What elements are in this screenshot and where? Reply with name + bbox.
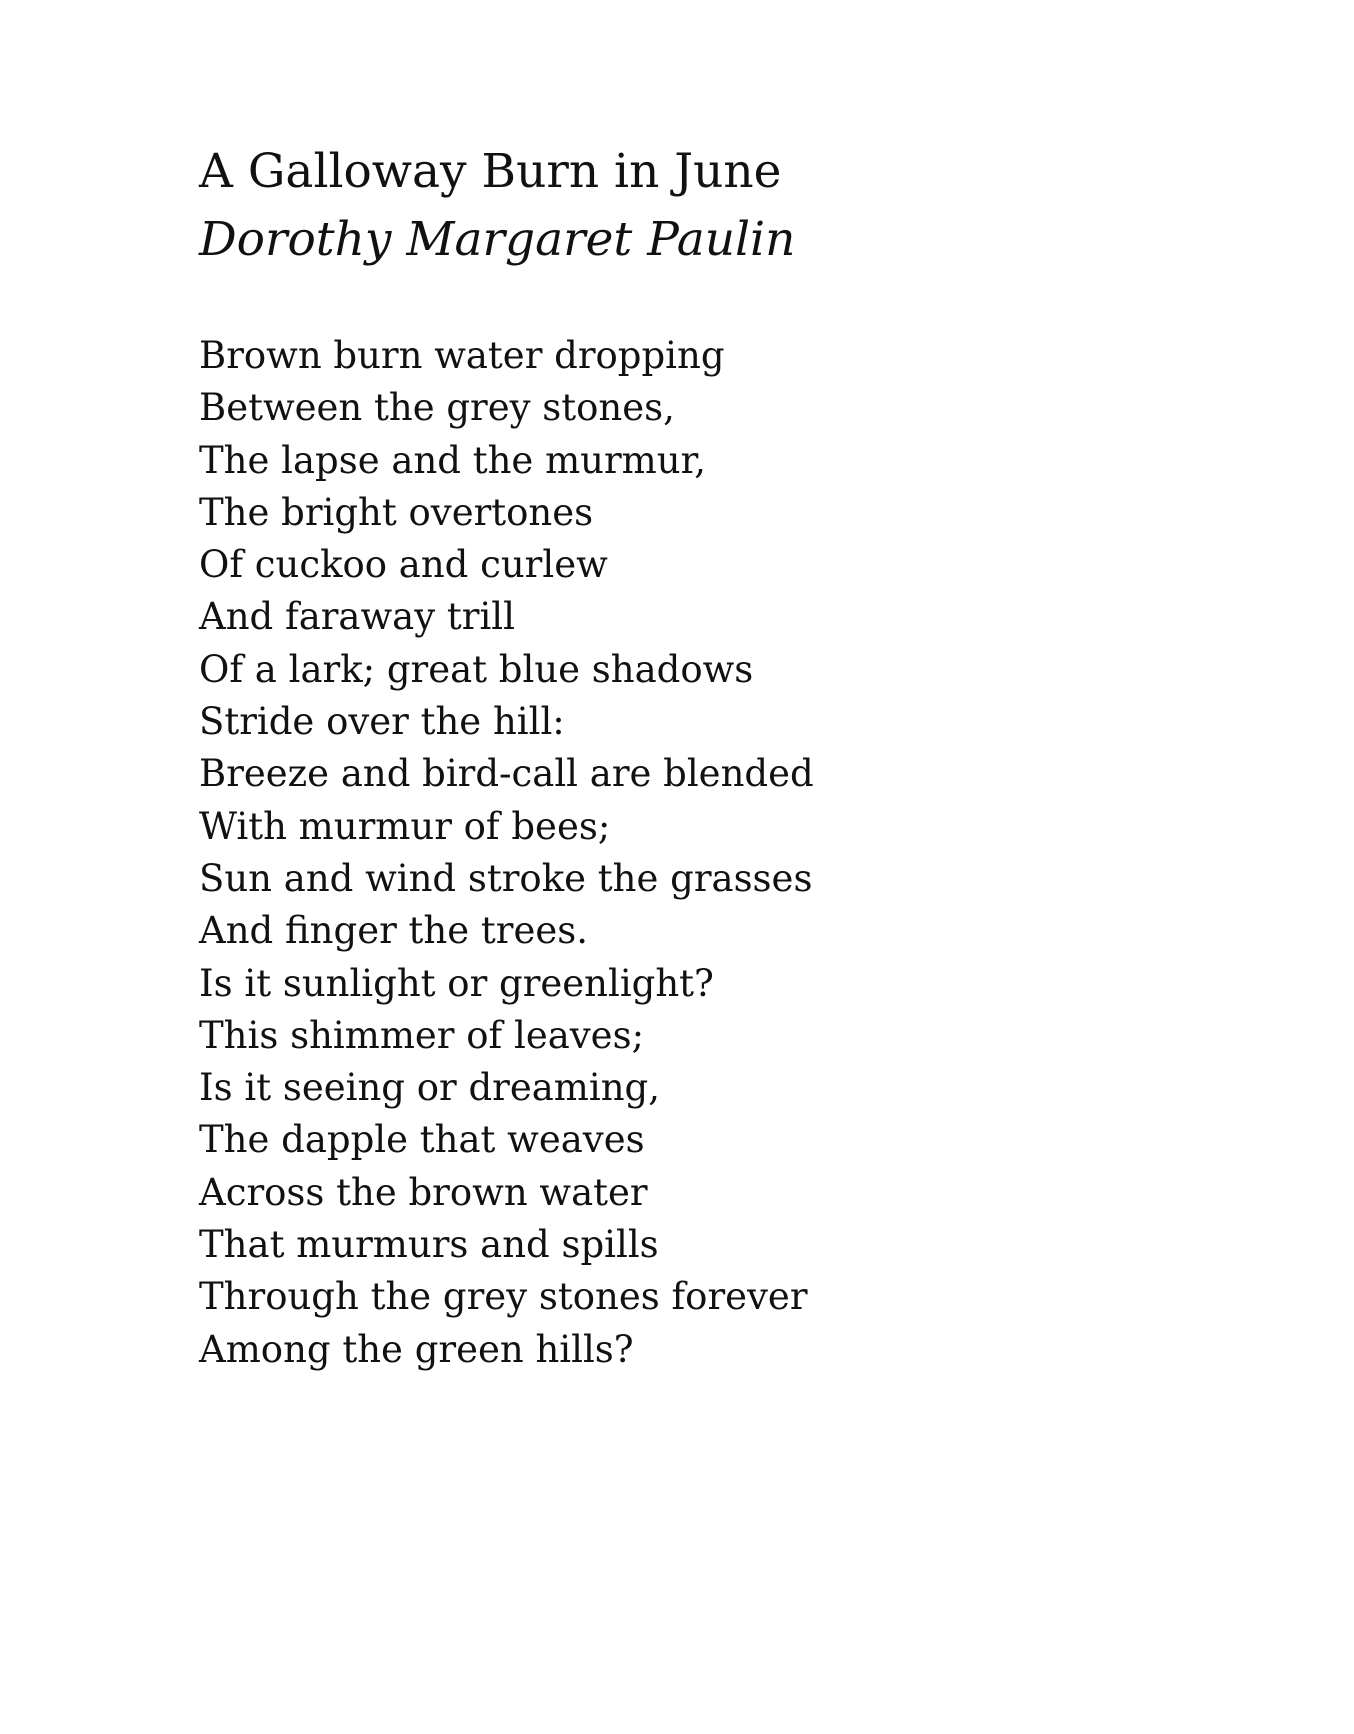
poem-line: Stride over the hill: xyxy=(199,700,565,744)
poem-body xyxy=(199,330,1199,1376)
poem-line: The dapple that weaves xyxy=(199,1118,645,1162)
poem-line: The lapse and the murmur, xyxy=(199,438,706,482)
poem-line: Between the grey stones, xyxy=(199,386,675,430)
poem-line: Through the grey stones forever xyxy=(199,1275,808,1319)
poem-title: A Galloway Burn in June xyxy=(199,144,782,199)
poem-line: Across the brown water xyxy=(199,1170,648,1214)
poem-line: And faraway trill xyxy=(199,595,515,639)
poem-line: And finger the trees. xyxy=(199,909,588,953)
poem-line: Is it sunlight or greenlight? xyxy=(199,961,714,1005)
poem-line: The bright overtones xyxy=(199,490,594,534)
poem-line: Of a lark; great blue shadows xyxy=(199,647,754,691)
poem-line: Brown burn water dropping xyxy=(199,334,725,377)
poem-line: Among the green hills? xyxy=(199,1327,634,1371)
poem-line: With murmur of bees; xyxy=(199,804,611,848)
poem-line: This shimmer of leaves; xyxy=(199,1013,645,1057)
poem-line: That murmurs and spills xyxy=(199,1223,659,1267)
poem-line: Of cuckoo and curlew xyxy=(199,543,608,587)
poem-line: Is it seeing or dreaming, xyxy=(199,1066,660,1110)
poem-line: Breeze and bird-call are blended xyxy=(199,752,814,796)
poem-page xyxy=(199,138,1199,1392)
poem-line: Sun and wind stroke the grasses xyxy=(199,856,813,900)
poem-author: Dorothy Margaret Paulin xyxy=(199,212,796,267)
